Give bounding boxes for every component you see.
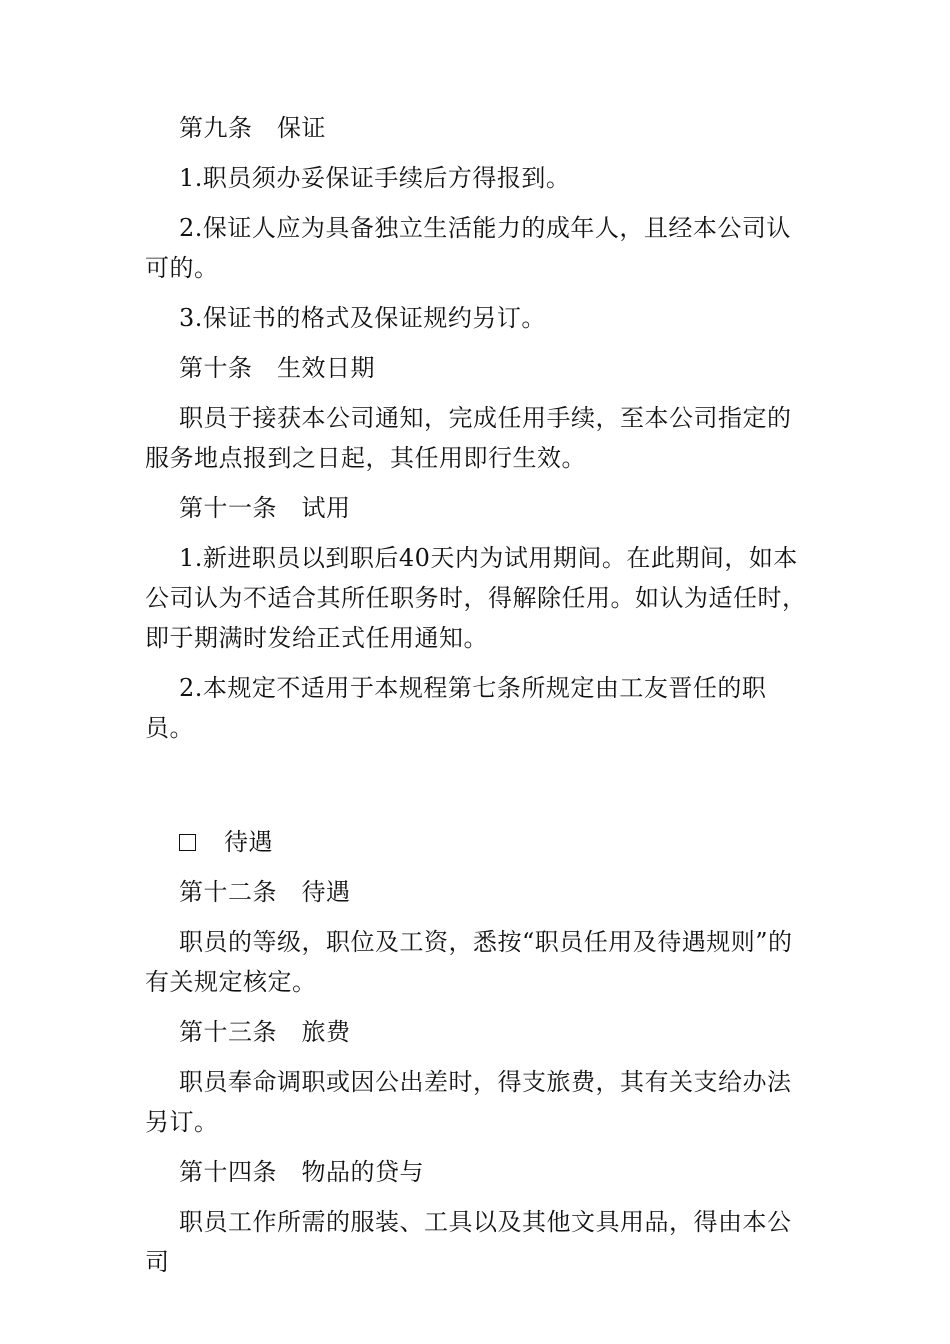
article-13-body: 职员奉命调职或因公出差时，得支旅费，其有关支给办法另订。 bbox=[145, 1068, 792, 1136]
article-12-heading: 第十二条 待遇 bbox=[179, 878, 351, 906]
article-14-heading: 第十四条 物品的贷与 bbox=[179, 1158, 424, 1186]
article-9-item-3: 3.保证书的格式及保证规约另订。 bbox=[179, 304, 546, 332]
document-page bbox=[145, 108, 809, 1292]
checkbox-square-icon bbox=[179, 834, 196, 851]
article-9-heading: 第九条 保证 bbox=[179, 114, 326, 142]
article-10-heading: 第十条 生效日期 bbox=[179, 354, 375, 382]
article-13-heading: 第十三条 旅费 bbox=[179, 1018, 351, 1046]
article-10-body: 职员于接获本公司通知，完成任用手续，至本公司指定的服务地点报到之日起，其任用即行生效。 bbox=[145, 404, 792, 472]
article-11-item-2: 2.本规定不适用于本规程第七条所规定由工友晋任的职员。 bbox=[145, 674, 767, 742]
section-title-row bbox=[145, 822, 809, 862]
section-title: 待遇 bbox=[224, 828, 273, 856]
section-spacer bbox=[145, 758, 809, 822]
article-14-body: 职员工作所需的服装、工具以及其他文具用品，得由本公司 bbox=[145, 1208, 792, 1276]
article-12-body: 职员的等级，职位及工资，悉按“职员任用及待遇规则”的有关规定核定。 bbox=[145, 928, 793, 996]
article-11-item-1: 1.新进职员以到职后40天内为试用期间。在此期间，如本公司认为不适合其所任职务时，得解除任用。如认为适任时，即于期满时发给正式任用通知。 bbox=[145, 544, 807, 652]
article-11-heading: 第十一条 试用 bbox=[179, 494, 351, 522]
article-9-item-1: 1.职员须办妥保证手续后方得报到。 bbox=[179, 164, 571, 192]
article-9-item-2: 2.保证人应为具备独立生活能力的成年人，且经本公司认可的。 bbox=[145, 214, 791, 282]
